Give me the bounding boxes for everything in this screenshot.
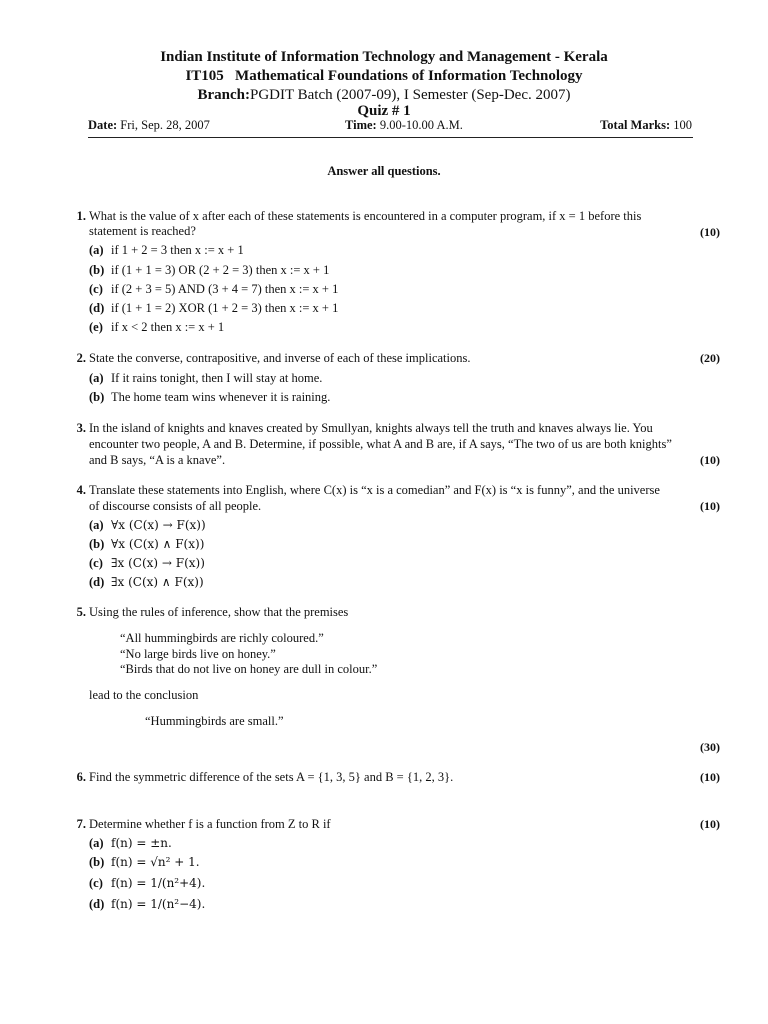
question-marks: (10) xyxy=(700,817,720,831)
time-info xyxy=(345,118,463,133)
part-label: (a) xyxy=(89,371,104,385)
question-marks: (10) xyxy=(700,499,720,513)
question-number: 1. xyxy=(76,209,86,223)
part-label: (c) xyxy=(89,556,103,570)
part-text: ∃x (C(x) → F(x)) xyxy=(111,556,205,570)
institute-name: Indian Institute of Information Technology and Management - Kerala xyxy=(160,49,608,65)
branch-label: Branch: xyxy=(197,87,250,103)
question-part xyxy=(89,574,204,590)
question-text-line: What is the value of x after each of these statements is encountered in a computer program, if x = 1 before this xyxy=(89,209,642,223)
part-text: if (1 + 1 = 2) XOR (1 + 2 = 3) then x := x + 1 xyxy=(111,301,339,315)
question-text: Determine whether f is a function from Z to R if xyxy=(89,817,331,831)
branch-value: PGDIT Batch (2007-09), I Semester (Sep-Dec. 2007) xyxy=(250,87,571,103)
part-text: f(n) = 1/(n²−4). xyxy=(111,897,206,911)
premise-2: “No large birds live on honey.” xyxy=(120,647,276,661)
question-text-line: Translate these statements into English, where C(x) is “x is a comedian” and F(x) is “x is funny”, and the universe xyxy=(89,483,660,497)
question-number: 4. xyxy=(76,483,86,497)
question-number: 6. xyxy=(76,770,86,784)
question-part xyxy=(89,536,204,552)
question-number: 2. xyxy=(76,351,86,365)
question-marks: (10) xyxy=(700,453,720,467)
header-divider xyxy=(88,137,693,138)
part-label: (b) xyxy=(89,390,105,404)
question-7 xyxy=(0,816,768,836)
part-text: ∀x (C(x) ∧ F(x)) xyxy=(111,537,205,551)
part-label: (d) xyxy=(89,301,105,315)
question-6 xyxy=(0,769,768,789)
question-text: Using the rules of inference, show that the premises xyxy=(89,605,349,619)
question-part xyxy=(89,262,329,278)
premise-3: “Birds that do not live on honey are dull in colour.” xyxy=(120,662,378,676)
part-label: (a) xyxy=(89,518,104,532)
question-2 xyxy=(0,350,768,370)
date-value: Fri, Sep. 28, 2007 xyxy=(120,118,210,132)
course-line xyxy=(0,67,768,85)
part-label: (a) xyxy=(89,836,104,850)
question-text-line: In the island of knights and knaves created by Smullyan, knights always tell the truth and knaves always lie. You xyxy=(89,421,653,435)
question-number: 5. xyxy=(76,605,86,619)
question-part xyxy=(89,517,206,533)
question-part xyxy=(89,555,205,571)
conclusion: “Hummingbirds are small.” xyxy=(145,714,284,728)
question-number: 7. xyxy=(76,817,86,831)
question-part xyxy=(89,242,244,258)
question-text-line: of discourse consists of all people. xyxy=(89,499,262,513)
question-text-line: and B says, “A is a knave”. xyxy=(89,453,226,467)
time-value: 9.00-10.00 A.M. xyxy=(379,118,463,132)
course-title: Mathematical Foundations of Information Technology xyxy=(235,68,583,84)
total-marks-info xyxy=(600,118,692,133)
part-text: f(n) = √n² + 1. xyxy=(111,855,200,869)
question-part xyxy=(89,835,172,851)
question-marks: (30) xyxy=(700,740,720,754)
question-part xyxy=(89,281,338,297)
part-label: (d) xyxy=(89,575,105,589)
part-label: (d) xyxy=(89,897,105,911)
part-text: The home team wins whenever it is raining. xyxy=(111,390,331,404)
instructions: Answer all questions. xyxy=(327,164,441,178)
question-part xyxy=(89,370,322,386)
question-5 xyxy=(0,604,768,624)
question-text: Find the symmetric difference of the sets A = {1, 3, 5} and B = {1, 2, 3}. xyxy=(89,770,454,784)
part-label: (b) xyxy=(89,855,105,869)
question-marks: (20) xyxy=(700,351,720,365)
part-text: f(n) = ±n. xyxy=(111,836,172,850)
part-label: (b) xyxy=(89,537,105,551)
question-part xyxy=(89,319,224,335)
part-text: ∃x (C(x) ∧ F(x)) xyxy=(111,575,204,589)
part-label: (c) xyxy=(89,282,103,296)
time-label: Time: xyxy=(345,118,377,132)
date-info xyxy=(88,118,210,133)
question-text-line: encounter two people, A and B. Determine, if possible, what A and B are, if A says, “The two of us are both knights” xyxy=(89,437,672,451)
question-number: 3. xyxy=(76,421,86,435)
part-text: if 1 + 2 = 3 then x := x + 1 xyxy=(111,243,244,257)
part-label: (a) xyxy=(89,243,104,257)
part-text: f(n) = 1/(n²+4). xyxy=(111,876,206,890)
lead-text: lead to the conclusion xyxy=(89,688,199,702)
question-marks: (10) xyxy=(700,770,720,784)
question-part xyxy=(89,896,205,912)
part-text: if (1 + 1 = 3) OR (2 + 2 = 3) then x := x + 1 xyxy=(111,263,330,277)
question-text: State the converse, contrapositive, and inverse of each of these implications. xyxy=(89,351,471,365)
date-label: Date: xyxy=(88,118,118,132)
part-label: (e) xyxy=(89,320,103,334)
question-part xyxy=(89,875,205,891)
premise-1: “All hummingbirds are richly coloured.” xyxy=(120,631,324,645)
part-label: (c) xyxy=(89,876,103,890)
part-text: ∀x (C(x) → F(x)) xyxy=(111,518,206,532)
part-text: if (2 + 3 = 5) AND (3 + 4 = 7) then x := x + 1 xyxy=(111,282,339,296)
question-text-line: statement is reached? xyxy=(89,224,196,238)
quiz-title: Quiz # 1 xyxy=(357,103,411,119)
question-marks: (10) xyxy=(700,225,720,239)
total-marks-value: 100 xyxy=(673,118,692,132)
question-part xyxy=(89,389,330,405)
part-text: if x < 2 then x := x + 1 xyxy=(111,320,225,334)
question-part xyxy=(89,854,200,870)
part-label: (b) xyxy=(89,263,105,277)
question-text xyxy=(89,208,692,224)
question-part xyxy=(89,300,338,316)
part-text: If it rains tonight, then I will stay at home. xyxy=(111,371,323,385)
total-marks-label: Total Marks: xyxy=(600,118,671,132)
course-code: IT105 xyxy=(185,68,224,84)
